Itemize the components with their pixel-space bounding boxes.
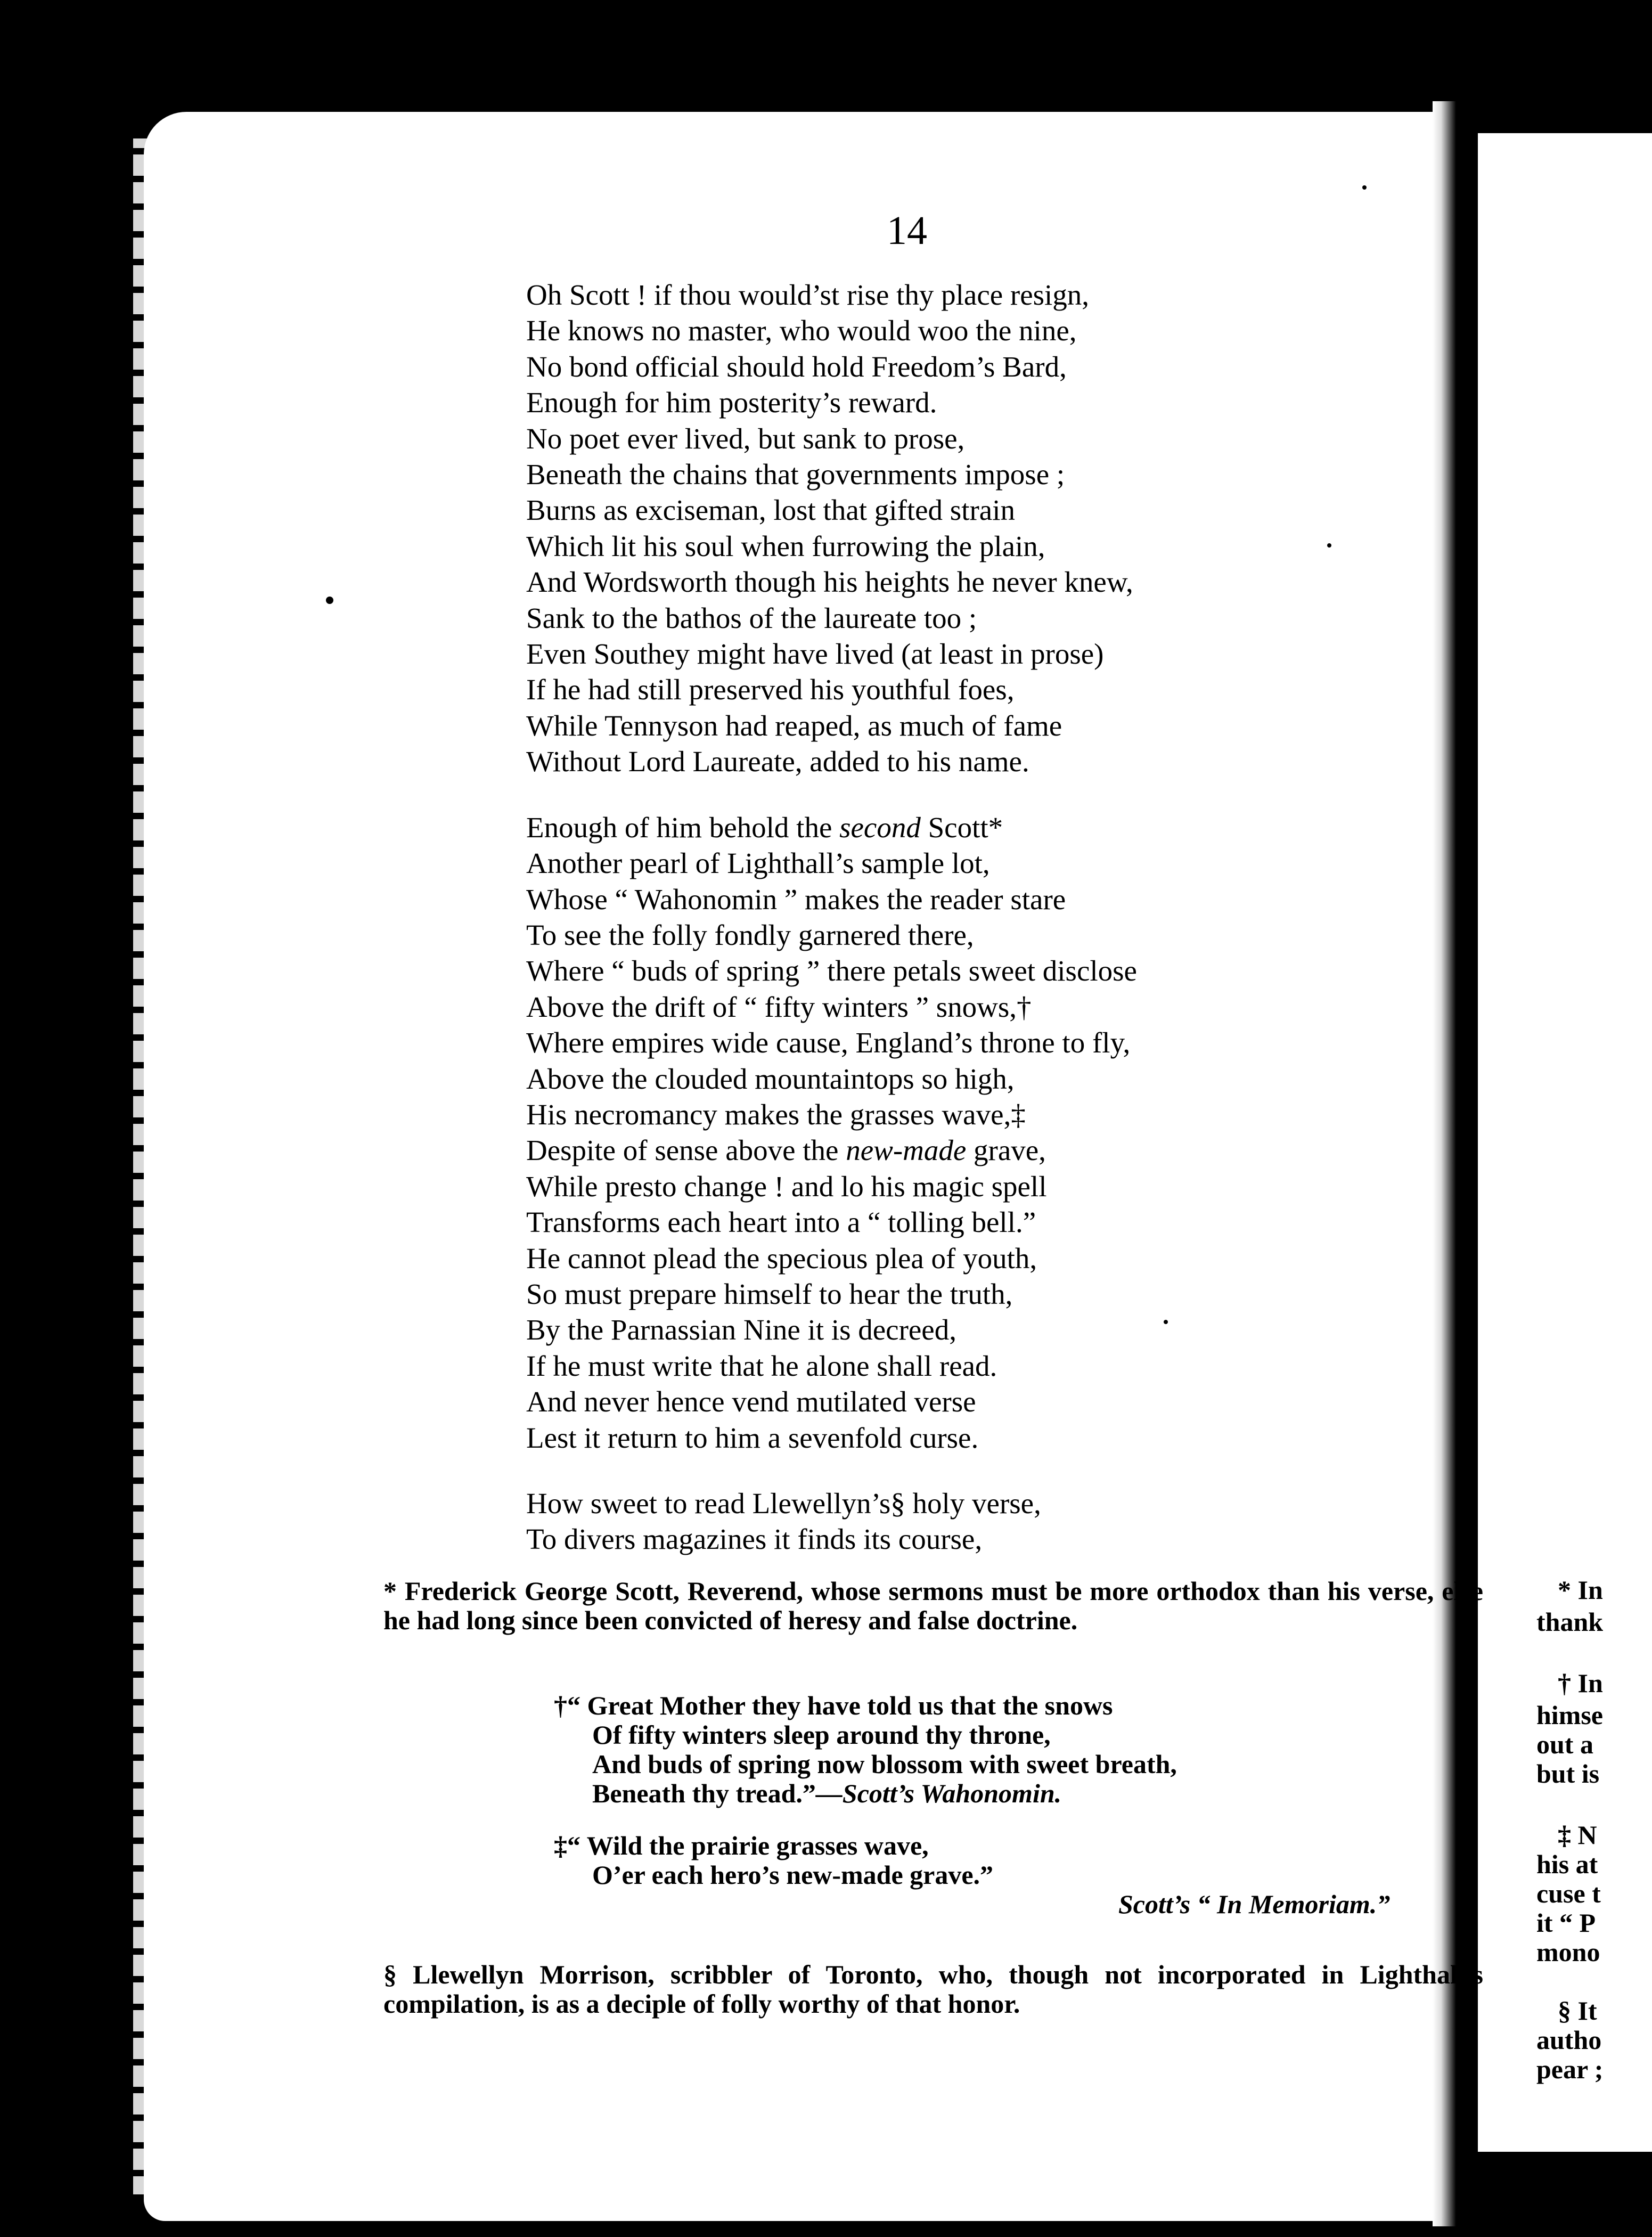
fragment: † In — [1558, 1668, 1603, 1698]
poem-line: To see the folly fondly garnered there, — [526, 918, 974, 951]
poem-line: How sweet to read Llewellyn’s§ holy verse, — [526, 1487, 1041, 1520]
fragment: * In — [1558, 1575, 1603, 1605]
fragment: ‡ N — [1558, 1820, 1597, 1850]
speck — [1327, 543, 1331, 548]
poem-line: Above the clouded mountaintops so high, — [526, 1062, 1015, 1095]
footnote-line: ‡“ Wild the prairie grasses wave, — [554, 1831, 929, 1860]
footnote-line: And buds of spring now blossom with sweet breath, — [592, 1749, 1177, 1779]
poem-line: And never hence vend mutilated verse — [526, 1385, 976, 1418]
poem-line: No bond official should hold Freedom’s Bard, — [526, 350, 1067, 383]
poem-line: To divers magazines it finds its course, — [526, 1523, 983, 1556]
poem-line: Enough for him posterity’s reward. — [526, 386, 937, 419]
footnote-line: †“ Great Mother they have told us that the snows — [554, 1691, 1113, 1720]
speck — [1164, 1320, 1168, 1324]
poem-line: While presto change ! and lo his magic spell — [526, 1170, 1047, 1203]
book-spine — [1433, 101, 1475, 2226]
fragment: autho — [1536, 2025, 1602, 2055]
poem-line: While Tennyson had reaped, as much of fame — [526, 709, 1062, 742]
stanza-break — [526, 1456, 1137, 1485]
poem-line: And Wordsworth though his heights he never knew, — [526, 566, 1133, 599]
poem-line: Even Southey might have lived (at least in prose) — [526, 638, 1104, 671]
poem-line: Sank to the bathos of the laureate too ; — [526, 601, 977, 634]
stanza-break — [526, 780, 1137, 810]
footnote-line: Of fifty winters sleep around thy throne, — [592, 1720, 1051, 1750]
poem-line: Burns as exciseman, lost that gifted strain — [526, 494, 1016, 527]
poem-line: Another pearl of Lighthall’s sample lot, — [526, 847, 990, 880]
speck — [326, 597, 333, 604]
fragment: himse — [1536, 1700, 1603, 1730]
fragment: it “ P — [1536, 1908, 1596, 1938]
poem-line: By the Parnassian Nine it is decreed, — [526, 1313, 956, 1346]
poem-line: He cannot plead the specious plea of youth, — [526, 1242, 1037, 1275]
poem-line: Lest it return to him a sevenfold curse. — [526, 1421, 979, 1454]
fragment: out a — [1536, 1729, 1593, 1759]
footnote-source: Scott’s “ In Memoriam.” — [1118, 1889, 1391, 1919]
page-number: 14 — [887, 208, 927, 253]
poem-line: So must prepare himself to hear the truth, — [526, 1277, 1013, 1310]
poem-line: Beneath the chains that governments impose ; — [526, 458, 1065, 491]
poem-line: Oh Scott ! if thou would’st rise thy place resign, — [526, 279, 1090, 311]
poem-line: His necromancy makes the grasses wave,‡ — [526, 1098, 1026, 1131]
poem — [526, 277, 1137, 1557]
footnote-line: Beneath thy tread.” — [592, 1778, 816, 1808]
fragment: his at — [1536, 1849, 1598, 1879]
poem-line: Which lit his soul when furrowing the plain, — [526, 529, 1045, 562]
poem-line: Where empires wide cause, England’s throne to fly, — [526, 1026, 1131, 1059]
poem-line: If he had still preserved his youthful foes, — [526, 673, 1015, 706]
footnote-dagger — [554, 1691, 1177, 1808]
poem-line: Transforms each heart into a “ tolling bell.” — [526, 1206, 1036, 1239]
footnote-ddagger — [554, 1831, 993, 1890]
fragment: cuse t — [1536, 1879, 1601, 1908]
poem-line: Without Lord Laureate, added to his name. — [526, 745, 1029, 778]
poem-line: Despite of sense above the new-made grave, — [526, 1134, 1046, 1167]
poem-line: If he must write that he alone shall read. — [526, 1349, 997, 1382]
poem-line: Where “ buds of spring ” there petals sweet disclose — [526, 954, 1137, 987]
fragment: but is — [1536, 1759, 1600, 1789]
poem-line: Whose “ Wahonomin ” makes the reader stare — [526, 883, 1066, 916]
fragment: mono — [1536, 1937, 1600, 1967]
footnote-section: § Llewellyn Morrison, scribbler of Toronto, who, though not incorporated in Lighthall’s compilation, is as a deciple of folly worthy of that honor. — [383, 1960, 1483, 2019]
footnote-line: O’er each hero’s new-made grave.” — [592, 1860, 994, 1890]
fragment: thank — [1536, 1607, 1604, 1637]
poem-line: No poet ever lived, but sank to prose, — [526, 422, 965, 455]
speck — [1362, 185, 1367, 190]
poem-line: Enough of him behold the second Scott* — [526, 811, 1003, 844]
facing-page-fragment — [1478, 133, 1652, 2152]
fragment: pear ; — [1536, 2054, 1604, 2084]
poem-line: Above the drift of “ fifty winters ” snows,† — [526, 990, 1032, 1023]
footnote-source: —Scott’s Wahonomin. — [815, 1778, 1062, 1808]
footnote-star: * Frederick George Scott, Reverend, whose sermons must be more orthodox than his verse, else he had long since been convicted of heresy and false doctrine. — [383, 1576, 1483, 1635]
poem-line: He knows no master, who would woo the nine, — [526, 314, 1077, 347]
fragment: § It — [1558, 1996, 1597, 2026]
